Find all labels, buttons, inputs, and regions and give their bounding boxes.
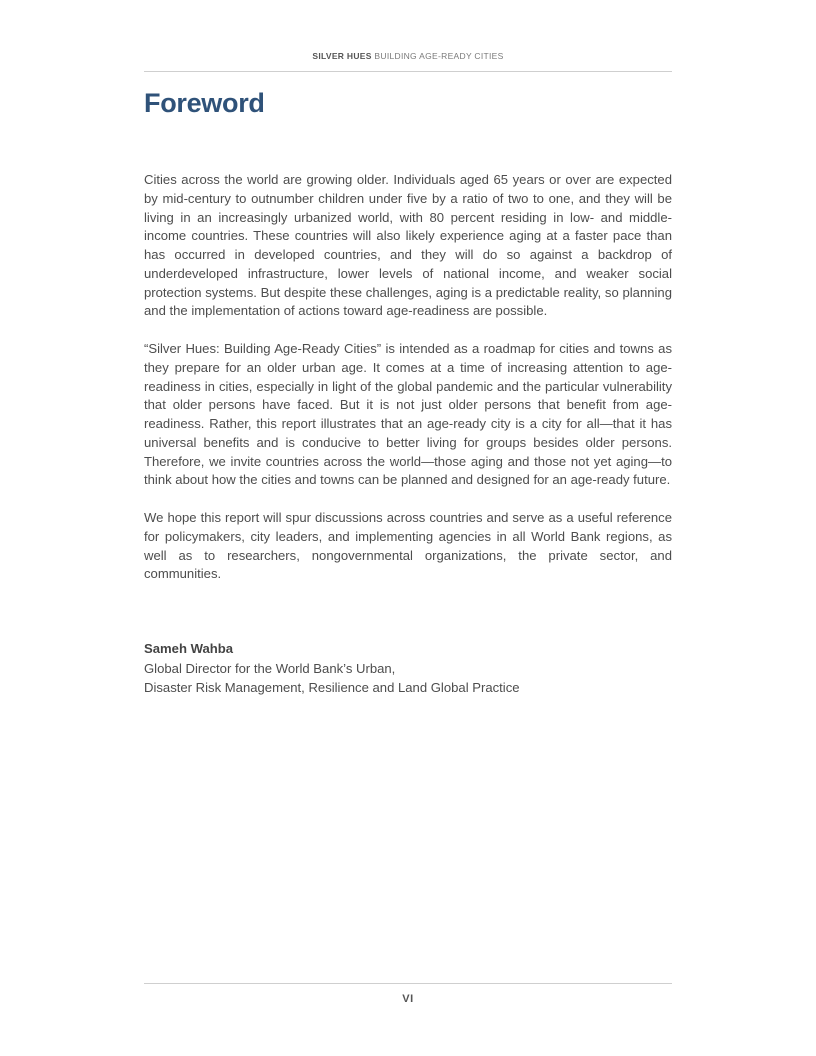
running-header xyxy=(144,51,672,61)
footer-divider xyxy=(144,983,672,984)
running-header-title: BUILDING AGE-READY CITIES xyxy=(374,51,504,61)
signatory-title-line-1: Global Director for the World Bank’s Urban, xyxy=(144,660,396,676)
paragraph-2: “Silver Hues: Building Age-Ready Cities” is intended as a roadmap for cities and towns as they prepare for an older urban age. It comes at a time of increasing attention to age-readiness in cities, especially in light of the global pandemic and the particular vulnerability that older persons have faced. But it is not just older persons that benefit from age-readiness. Rather, this report illustrates that an age-ready city is a city for all—that it has universal benefits and is conducive to better living for groups besides older persons. Therefore, we invite countries across the world—those aging and those not yet aging—to think about how the cities and towns can be planned and designed for an age-ready future. xyxy=(144,341,672,488)
paragraph-3: We hope this report will spur discussions across countries and serve as a useful reference for policymakers, city leaders, and implementing agencies in all World Bank regions, as well as to researchers, nongovernmental organizations, the private sector, and communities. xyxy=(144,510,672,582)
signatory-title-line-2: Disaster Risk Management, Resilience and Land Global Practice xyxy=(144,680,520,695)
signature-block xyxy=(144,639,672,698)
signatory-name: Sameh Wahba xyxy=(144,641,234,656)
foreword-body xyxy=(144,171,672,603)
page-title: Foreword xyxy=(144,88,265,118)
paragraph-1: Cities across the world are growing older. Individuals aged 65 years or over are expected by mid-century to outnumber children under five by a ratio of two to one, and they will be living in an increasingly urbanized world, with 80 percent residing in low- and middle- income countries. These countries will also likely experience aging at a faster pace than has occurred in developed countries, and they will do so against a backdrop of underdeveloped infrastructure, lower levels of national income, and weaker social protection systems. But despite these challenges, aging is a predictable reality, so planning and the implementation of actions toward age-readiness are possible. xyxy=(144,172,672,319)
page-number: VI xyxy=(402,993,414,1005)
header-divider xyxy=(144,71,672,72)
running-header-series: SILVER HUES xyxy=(312,51,372,61)
